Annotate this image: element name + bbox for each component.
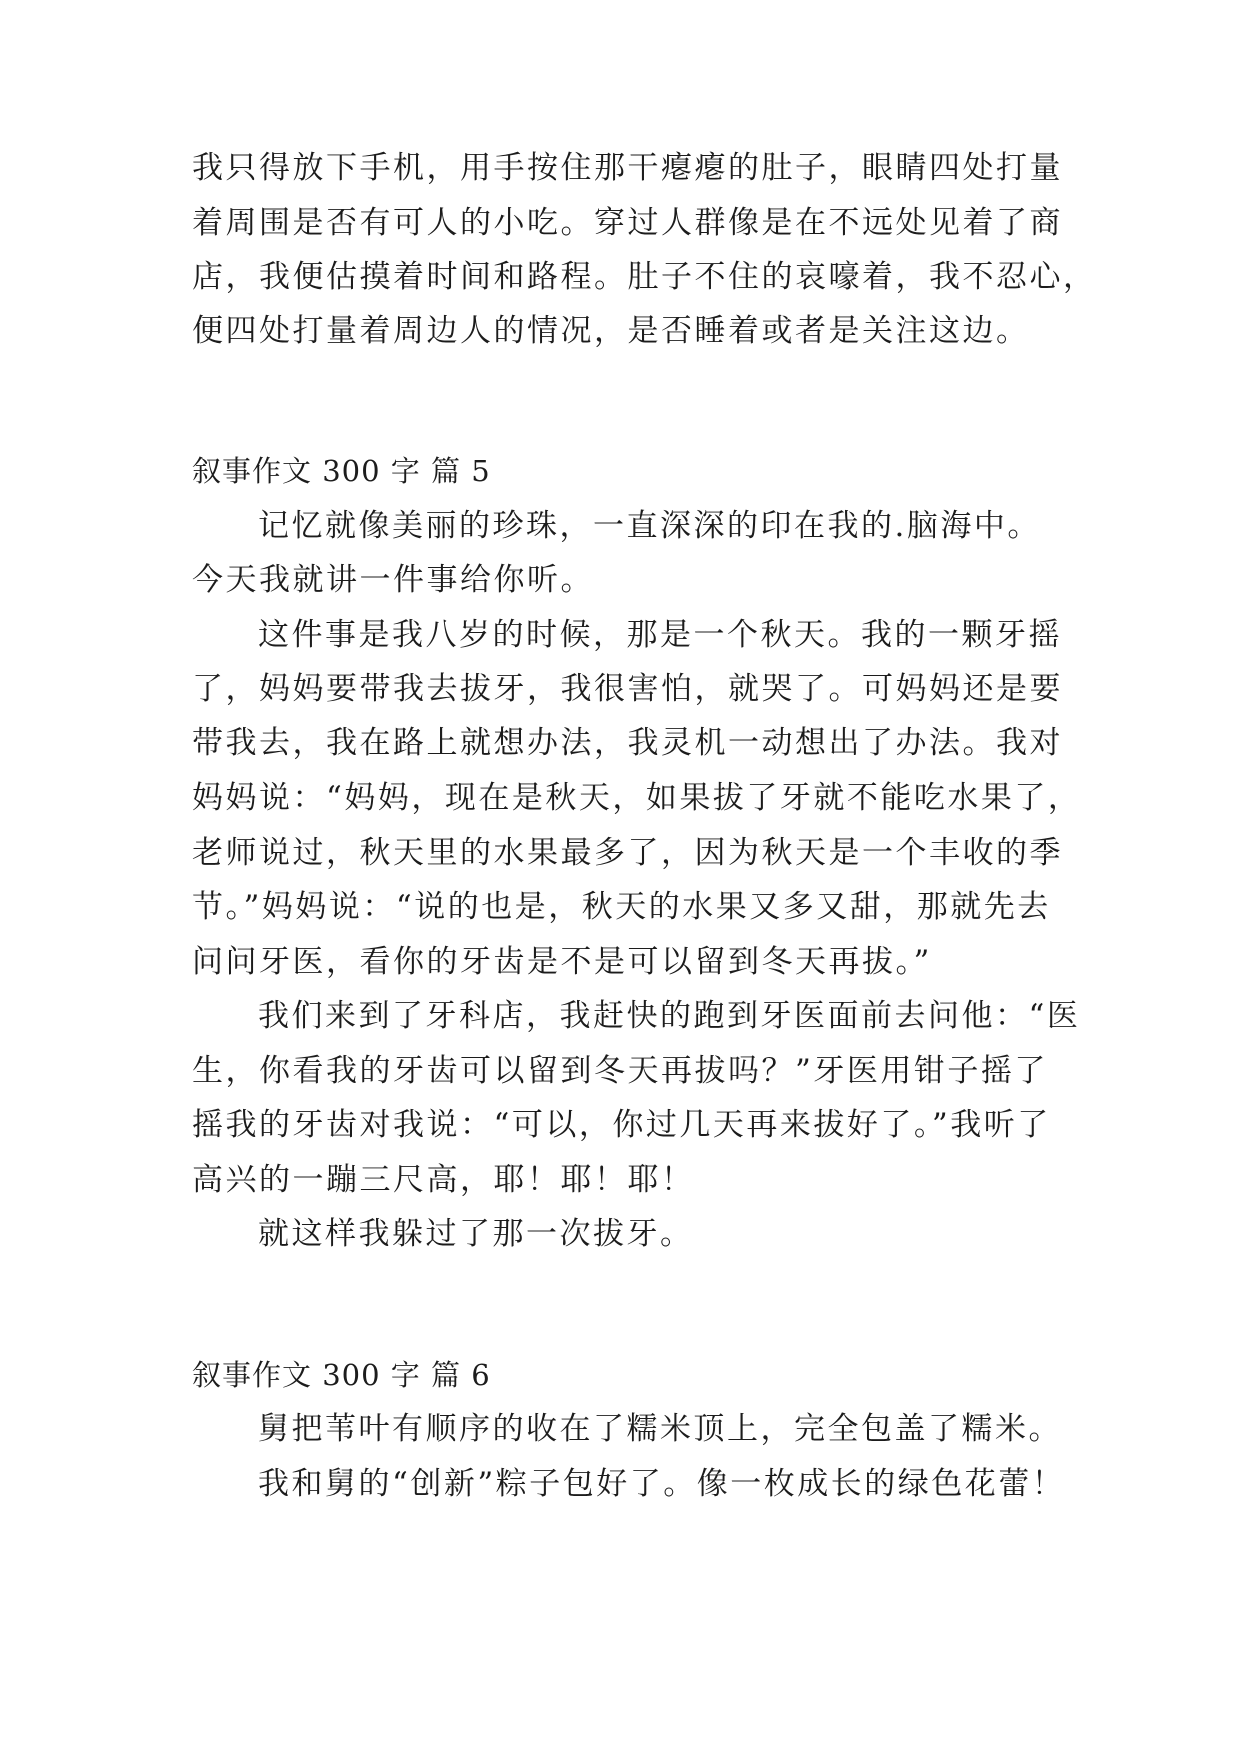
- text-line: 店，我便估摸着时间和路程。肚子不住的哀嚎着，我不忍心，: [192, 259, 1097, 295]
- paragraph-line: 就这样我躲过了那一次拔牙。: [258, 1216, 694, 1252]
- paragraph-line: 问问牙医，看你的牙齿是不是可以留到冬天再拔。”: [192, 944, 932, 980]
- paragraph-line: 高兴的一蹦三尺高，耶！耶！耶！: [192, 1162, 695, 1198]
- section-heading: 叙事作文 300 字 篇 6: [192, 1358, 491, 1392]
- paragraph-line: 节。”妈妈说：“说的也是，秋天的水果又多又甜，那就先去: [192, 889, 1051, 925]
- text-line: 便四处打量着周边人的情况，是否睡着或者是关注这边。: [192, 313, 1030, 349]
- paragraph-line: 这件事是我八岁的时候，那是一个秋天。我的一颗牙摇: [258, 617, 1062, 653]
- paragraph-line: 老师说过，秋天里的水果最多了，因为秋天是一个丰收的季: [192, 835, 1063, 871]
- paragraph-line: 我和舅的“创新”粽子包好了。像一枚成长的绿色花蕾！: [258, 1466, 1066, 1502]
- text-line: 我只得放下手机，用手按住那干瘪瘪的肚子，眼睛四处打量: [192, 150, 1063, 186]
- section-heading: 叙事作文 300 字 篇 5: [192, 454, 491, 488]
- paragraph-line: 记忆就像美丽的珍珠，一直深深的印在我的.脑海中。: [258, 508, 1041, 544]
- paragraph-line: 舅把苇叶有顺序的收在了糯米顶上，完全包盖了糯米。: [258, 1411, 1062, 1447]
- paragraph-line: 带我去，我在路上就想办法，我灵机一动想出了办法。我对: [192, 725, 1063, 761]
- paragraph-line: 生，你看我的牙齿可以留到冬天再拔吗？”牙医用钳子摇了: [192, 1053, 1048, 1089]
- paragraph-line: 我们来到了牙科店，我赶快的跑到牙医面前去问他：“医: [258, 998, 1081, 1034]
- paragraph-line: 今天我就讲一件事给你听。: [192, 562, 594, 598]
- paragraph-line: 了，妈妈要带我去拔牙，我很害怕，就哭了。可妈妈还是要: [192, 671, 1063, 707]
- text-line: 着周围是否有可人的小吃。穿过人群像是在不远处见着了商: [192, 205, 1063, 241]
- paragraph-line: 妈妈说：“妈妈，现在是秋天，如果拔了牙就不能吃水果了，: [192, 780, 1082, 816]
- paragraph-line: 摇我的牙齿对我说：“可以，你过几天再来拔好了。”我听了: [192, 1107, 1051, 1143]
